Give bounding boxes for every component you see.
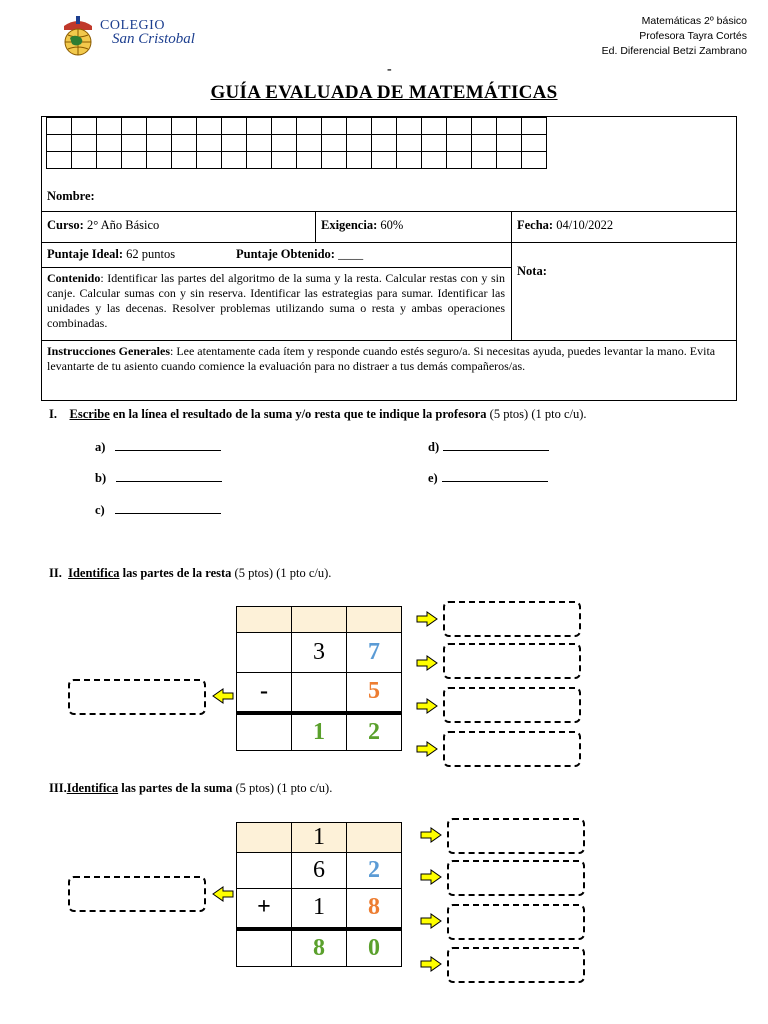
minuend-units: 7: [347, 633, 402, 673]
addend-1-tens: 6: [292, 853, 347, 889]
puntaje-obtenido-field: Puntaje Obtenido: ____: [236, 247, 364, 261]
answer-e: e): [428, 471, 548, 486]
contenido-label: Contenido: [47, 271, 101, 285]
divider: [42, 267, 511, 268]
sum-units: 0: [347, 929, 402, 967]
globe-crest-icon: [56, 14, 100, 58]
section-2-text: las partes de la resta: [119, 566, 232, 580]
arrow-left-icon: [212, 886, 234, 902]
arrow-right-icon: [420, 956, 442, 972]
answer-box-subtraction-2[interactable]: [443, 643, 581, 679]
exigencia-value: 60%: [380, 218, 404, 232]
answer-box-addition-2[interactable]: [447, 860, 585, 896]
grid-row: [47, 135, 547, 152]
arrow-right-icon: [416, 741, 438, 757]
fecha-field: Fecha: 04/10/2022: [517, 218, 614, 232]
arrow-right-icon: [420, 913, 442, 929]
difference-units: 2: [347, 713, 402, 751]
header-info: [602, 14, 747, 59]
subtrahend-row: [237, 673, 402, 713]
page-title: GUÍA EVALUADA DE MATEMÁTICAS: [210, 82, 558, 103]
plus-sign: +: [237, 889, 292, 929]
answer-d: d): [428, 440, 549, 455]
section-3-points: (5 ptos) (1 pto c/u).: [232, 781, 333, 795]
arrow-right-icon: [416, 698, 438, 714]
instrucciones-label: Instrucciones Generales: [47, 344, 170, 358]
nota-label: Nota:: [517, 264, 547, 278]
puntaje-ideal-field: Puntaje Ideal: 62 puntos: [47, 247, 176, 261]
instrucciones-paragraph: [47, 344, 731, 374]
divider: [511, 211, 512, 340]
difference-tens: 1: [292, 713, 347, 751]
contenido-text: : Identificar las partes del algoritmo de la suma y la resta. Calcular restas con y sin canje. Calcular sumas con y sin reserva. Identificar las estrategias para sumar. Identificar las unidades y las decenas. Resolver problemas utilizando suma o resta y ambas operaciones combinadas.: [47, 271, 505, 330]
section-1-points: (5 ptos) (1 pto c/u).: [486, 407, 587, 421]
difference-row: [237, 713, 402, 751]
carry-digit: 1: [292, 823, 347, 853]
section-1-text: en la línea el resultado de la suma y/o resta que te indique la profesora: [109, 407, 487, 421]
header-teacher: Profesora Tayra Cortés: [639, 30, 747, 42]
minuend-tens: 3: [292, 633, 347, 673]
divider: [42, 211, 736, 212]
carry-row: [237, 823, 402, 853]
puntaje-ideal-value: 62 puntos: [126, 247, 176, 261]
section-1-heading: [49, 407, 587, 422]
arrow-right-icon: [420, 869, 442, 885]
arrow-right-icon: [416, 611, 438, 627]
addition-table: [236, 822, 402, 967]
section-3-verb: Identifica: [66, 781, 119, 795]
grid-row: [47, 118, 547, 135]
header-subject: Matemáticas 2º básico: [641, 15, 747, 27]
nombre-label: Nombre:: [47, 189, 95, 203]
grid-row: [47, 152, 547, 169]
section-3-heading: [49, 781, 332, 796]
school-logo: [56, 14, 216, 58]
minus-sign: -: [237, 673, 292, 713]
answer-box-subtraction-4[interactable]: [443, 731, 581, 767]
answer-a: a): [95, 440, 221, 455]
header-differential-teacher: Ed. Diferencial Betzi Zambrano: [601, 45, 747, 57]
addend-1-row: [237, 853, 402, 889]
logo-wordmark: [100, 18, 195, 48]
arrow-left-icon: [212, 688, 234, 704]
answer-c: c): [95, 503, 221, 518]
divider: [42, 340, 736, 341]
answer-box-subtraction-1[interactable]: [443, 601, 581, 637]
section-2-points: (5 ptos) (1 pto c/u).: [231, 566, 332, 580]
curso-field: Curso: 2° Año Básico: [47, 218, 160, 232]
section-2-heading: [49, 566, 331, 581]
answer-line-b[interactable]: [116, 471, 222, 482]
contenido-paragraph: [47, 271, 505, 331]
logo-line-2: San Cristobal: [112, 31, 195, 47]
section-1-number: I.: [49, 407, 57, 421]
answer-line-a[interactable]: [115, 440, 221, 451]
place-value-header-row: [237, 607, 402, 633]
subtraction-table: [236, 606, 402, 751]
curso-value: 2° Año Básico: [86, 218, 160, 232]
section-2-verb: Identifica: [68, 566, 120, 580]
section-3-text: las partes de la suma: [118, 781, 233, 795]
answer-b: b): [95, 471, 222, 486]
arrow-right-icon: [416, 655, 438, 671]
addend-2-tens: 1: [292, 889, 347, 929]
puntaje-obtenido-value: ____: [338, 247, 364, 261]
name-letter-grid[interactable]: [46, 117, 547, 169]
section-2-number: II.: [49, 566, 62, 580]
addend-2-units: 8: [347, 889, 402, 929]
answer-box-addition-4[interactable]: [447, 947, 585, 983]
answer-line-c[interactable]: [115, 503, 221, 514]
answer-box-subtraction-sign[interactable]: [68, 679, 206, 715]
answer-box-addition-1[interactable]: [447, 818, 585, 854]
sum-tens: 8: [292, 929, 347, 967]
section-3-number: III.: [49, 781, 67, 795]
divider: [42, 242, 736, 243]
fecha-value: 04/10/2022: [556, 218, 614, 232]
exigencia-field: Exigencia: 60%: [321, 218, 404, 232]
section-1-verb: Escribe: [69, 407, 110, 421]
addend-2-row: [237, 889, 402, 929]
instrucciones-text: : Lee atentamente cada ítem y responde cuando estés seguro/a. Si necesitas ayuda, puedes levantar la mano. Evita levantarte de tu asiento cuando comience la evaluación para no distraer a tus demás compañeros/as.: [47, 344, 716, 373]
divider: [315, 211, 316, 242]
header-dash: -: [387, 62, 392, 77]
answer-line-e[interactable]: [442, 471, 548, 482]
minuend-row: [237, 633, 402, 673]
answer-box-addition-3[interactable]: [447, 904, 585, 940]
answer-box-addition-sign[interactable]: [68, 876, 206, 912]
arrow-right-icon: [420, 827, 442, 843]
answer-line-d[interactable]: [443, 440, 549, 451]
answer-box-subtraction-3[interactable]: [443, 687, 581, 723]
subtrahend-units: 5: [347, 673, 402, 713]
logo-line-1: COLEGIO: [100, 18, 165, 33]
sum-row: [237, 929, 402, 967]
addend-1-units: 2: [347, 853, 402, 889]
